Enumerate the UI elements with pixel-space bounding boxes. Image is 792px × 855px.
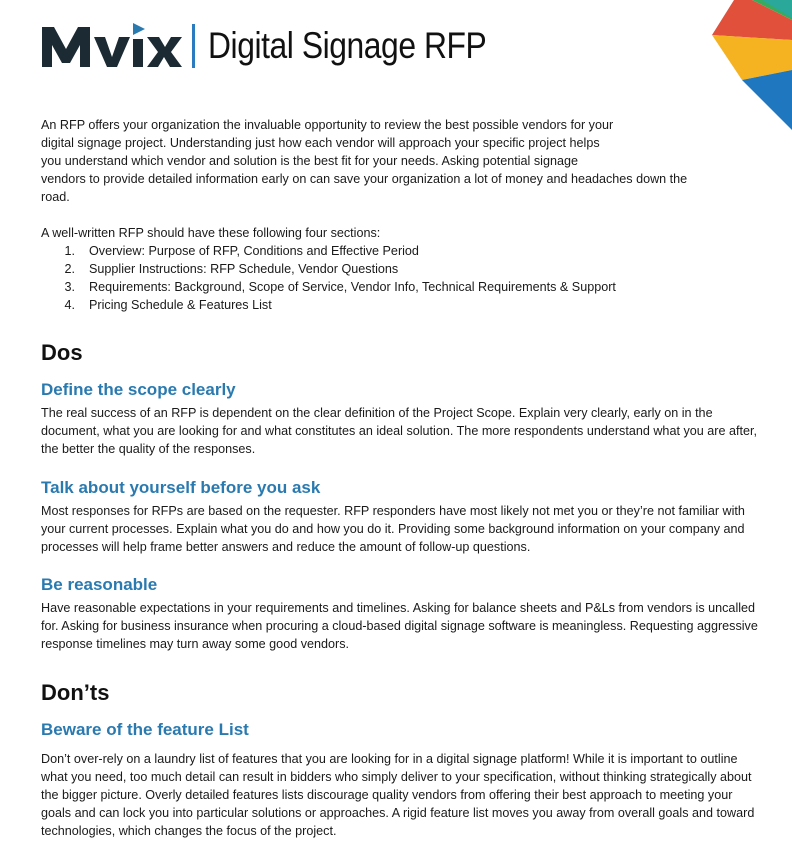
document-title: Digital Signage RFP: [208, 25, 487, 66]
mvix-logo: [40, 21, 182, 71]
intro-line: vendors to provide detailed information early on can save your organization a lot of money and headaches down the: [41, 172, 688, 186]
list-number: 1.: [64, 244, 75, 258]
intro-line: you understand which vendor and solution is the best fit for your needs. Asking potential signage: [41, 154, 578, 168]
section-body-define-scope: The real success of an RFP is dependent on the clear definition of the Project Scope. Explain very clearly, early on in the document, what you are looking for and what constitutes an ideal solution. The more respondents understand what you are after, the better the quality of the responses.: [41, 406, 757, 456]
document-header: [40, 14, 532, 78]
intro-line: road.: [41, 190, 70, 204]
mvix-logo-mark: [40, 21, 182, 71]
list-item: [41, 296, 616, 314]
list-text: Requirements: Background, Scope of Service, Vendor Info, Technical Requirements & Support: [89, 280, 616, 294]
list-item: [41, 260, 616, 278]
section-heading-be-reasonable: Be reasonable: [41, 575, 158, 594]
list-item: [41, 242, 616, 260]
list-number: 2.: [64, 262, 75, 276]
list-item: [41, 278, 616, 296]
list-text: Pricing Schedule & Features List: [89, 298, 272, 312]
intro-line: An RFP offers your organization the invaluable opportunity to review the best possible vendors for your: [41, 118, 614, 132]
dos-heading: Dos: [41, 340, 83, 365]
section-body-feature-list: Don’t over-rely on a laundry list of features that you are looking for in a digital signage platform! While it is important to outline what you need, too much detail can result in bidders who simply deliver to your specification, without thinking strategically about the bigger picture. Overly detailed features lists discourage quality vendors from offering their best approach to meeting your goals and can lock you into particular solutions or approaches. A rigid feature list moves you away from overall goals and toward technologies, which changes the focus of the project.: [41, 752, 755, 838]
list-text: Supplier Instructions: RFP Schedule, Vendor Questions: [89, 262, 399, 276]
sections-intro-text: A well-written RFP should have these following four sections:: [41, 226, 381, 240]
intro-paragraph: [41, 116, 761, 206]
donts-heading: Don’ts: [41, 680, 110, 705]
header-divider: [192, 24, 195, 68]
intro-line: digital signage project. Understanding just how each vendor will approach your specific project helps: [41, 136, 600, 150]
section-body-be-reasonable: Have reasonable expectations in your requirements and timelines. Asking for balance sheets and P&Ls from vendors is uncalled for. Asking for business insurance when procuring a cloud-based digital signage software is meaningless. Requesting aggressive response timelines may turn away some good vendors.: [41, 601, 758, 651]
corner-decoration: [682, 0, 792, 130]
section-heading-feature-list: Beware of the feature List: [41, 720, 249, 739]
list-number: 4.: [64, 298, 75, 312]
section-body-talk-about-yourself: Most responses for RFPs are based on the requester. RFP responders have most likely not met you or they’re not familiar with your current processes. Explain what you do and how you do it. Providing some background information on your company and processes will help frame better answers and reduce the amount of follow-up questions.: [41, 504, 745, 554]
list-text: Overview: Purpose of RFP, Conditions and Effective Period: [89, 244, 419, 258]
sections-list: [41, 242, 616, 314]
sections-block: [41, 224, 616, 314]
list-number: 3.: [64, 280, 75, 294]
section-heading-define-scope: Define the scope clearly: [41, 380, 236, 399]
section-heading-talk-about-yourself: Talk about yourself before you ask: [41, 478, 321, 497]
